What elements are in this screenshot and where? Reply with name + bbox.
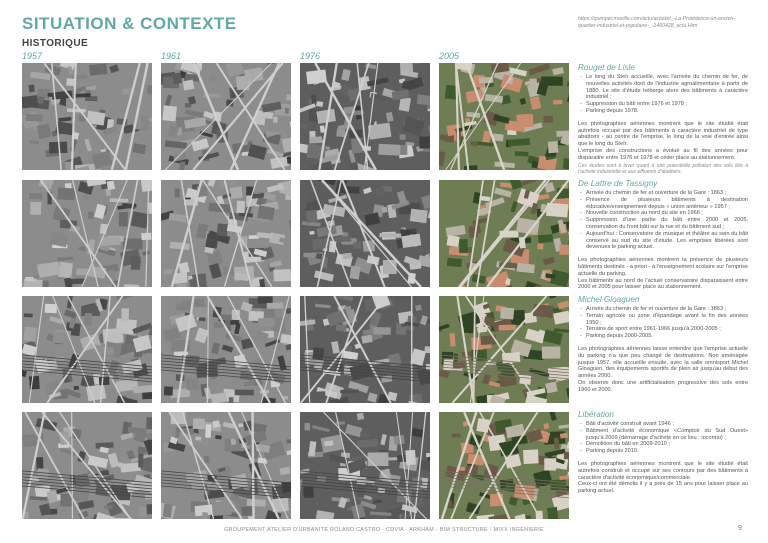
site-bullet: - Parking depuis 2000-2005. [586, 333, 748, 340]
site-paragraph-text: Les photographies aériennes laisse entendre que l'emprise actuelle du parking n'a que peu changé de destinations. Non aménagée jusque 1957, elle accueille ensuite, avec la salle omnisport Michel Gloaguen, des équipements sportifs de plein air jusqu'au début des années 2000. [578, 345, 748, 380]
year-label-1957: 1957 [22, 51, 43, 61]
site-bullet: - Terrains de sport entre 1961-1966 jusqu'à 2000-2005 ; [586, 326, 748, 333]
site-paragraph [578, 257, 748, 291]
site-bullet: - Arrivée du chemin de fer et ouverture de la Gare : 1863 ; [586, 190, 748, 197]
aerial-photo-michel-gloaguen-1957 [22, 296, 152, 403]
footer-credits: GROUPEMENT ATELIER D'URBANITÉ ROLAND CASTRO - CDVIA - ARKHAM - BIM STRUCTURE - MIXX INGÉNIERIE [224, 527, 544, 533]
aerial-photo-liberation-1957 [22, 412, 152, 519]
aerial-photo-liberation-1961 [161, 412, 291, 519]
aerial-photo-michel-gloaguen-1976 [300, 296, 430, 403]
site-block-rouget-de-lisle [578, 63, 748, 175]
site-paragraph-text: Les photographies aériennes montrent que le site étudié était autrefois occupé par des bâtiments à caractère industriel de type abattoirs - au centre de l'emprise, le long de la voie d'entrée ainsi que le long du Steïr. [578, 120, 748, 148]
site-paragraph-text: Ceux-ci ont été démolis il y a près de 15 ans pour laisser place au parking actuel. [578, 481, 748, 495]
aerial-photo-liberation-2005 [439, 412, 569, 519]
aerial-photo-rouget-de-lisle-1976 [300, 63, 430, 170]
aerial-photo-michel-gloaguen-2005 [439, 296, 569, 403]
site-bullet: - Bâtiment d'activité économique «Comptoir du Sud Ouest» jusqu'à 2009 (démarrage d'activité en ce lieu : inconnu) ; [586, 428, 748, 442]
site-bullet: - Démolition du bâti en 2009-2010 ; [586, 441, 748, 448]
year-label-2005: 2005 [439, 51, 460, 61]
site-bullet: - Le long du Steïr accueille, avec l'arrivée du chemin de fer, de nouvelles activités dont de l'industrie agroalimentaire à partir de 1880. Le site d'étude héberge alors des bâtiments à caractère industriel ; [586, 74, 748, 101]
site-block-liberation [578, 410, 748, 495]
site-bullet-list [578, 421, 748, 455]
site-bullet: - Suppression d'une partie du bâti entre 2000 et 2005, conservation du front bâti sur la rue et du bâtiment sud ; [586, 217, 748, 231]
site-bullet: - Suppression du bâti entre 1976 et 1978 ; [586, 101, 748, 108]
site-bullet-list [578, 190, 748, 251]
site-title: Rouget de Lisle [578, 63, 635, 72]
aerial-photo-rouget-de-lisle-1961 [161, 63, 291, 170]
site-paragraph-text: Les bâtiments au nord de l'actuel conservatoire disparaissent entre 2000 et 2005 pour laisser place au stationnement. [578, 277, 748, 291]
source-url: https://quimper.maville.com/actu/actudet_-La-Providence-un-ancien-quartier-industriel-et-populaire-_-1460428_actu.Htm [578, 16, 735, 29]
site-paragraph-text: L'emprise des constructions a évolué au fil des années pour disparaitre entre 1976 et 1978 et céder place au stationnement. [578, 147, 748, 161]
site-paragraph [578, 346, 748, 394]
site-paragraph-text: Les photographies aériennes montrent la présence de plusieurs bâtiments destinés - a priori - à l'enseignement scolaire sur l'emprise actuelle du parking. [578, 257, 748, 277]
aerial-photo-de-lattre-de-tassigny-1957 [22, 180, 152, 287]
site-bullet-list [578, 306, 748, 340]
year-label-1976: 1976 [300, 51, 321, 61]
site-bullet: - Parking depuis 2010. [586, 448, 748, 455]
page-number: 9 [738, 525, 742, 532]
page-title: SITUATION & CONTEXTE [22, 14, 237, 33]
aerial-photo-de-lattre-de-tassigny-2005 [439, 180, 569, 287]
aerial-photo-rouget-de-lisle-2005 [439, 63, 569, 170]
aerial-photo-liberation-1976 [300, 412, 430, 519]
aerial-photo-rouget-de-lisle-1957 [22, 63, 152, 170]
site-bullet-list [578, 74, 748, 115]
site-paragraph-text: On observe donc une artificialisation progressive des sols entre 1960 et 2000. [578, 379, 748, 393]
site-bullet: - Terrain agricole ou zone d'épandage avant la fin des années 1950 ; [586, 313, 748, 327]
site-bullet: - Bâti d'activité construit avant 1946 ; [586, 421, 748, 428]
site-block-michel-gloaguen [578, 295, 748, 394]
aerial-photo-de-lattre-de-tassigny-1961 [161, 180, 291, 287]
site-title: Michel Gloaguen [578, 295, 640, 304]
site-note: Ces études sont à lever quant à une potentielle pollution des sols liée à l'activité industrielle et aux effluents d'abattoirs. [578, 162, 748, 175]
site-bullet: - Aujourd'hui : Conservatoire de musique et théâtre au sein du bâti conservé au sud du site d'étude. Les emprises libérées sont devenues le parking actuel. [586, 231, 748, 251]
site-bullet: - Arrivée du chemin de fer et ouverture de la Gare : 1863 ; [586, 306, 748, 313]
section-subtitle: HISTORIQUE [22, 38, 89, 49]
site-paragraph [578, 121, 748, 162]
aerial-photo-michel-gloaguen-1961 [161, 296, 291, 403]
site-bullet: - Présence de plusieurs bâtiments à destination éducative/enseignement depuis « union antérieur » 1957 ; [586, 197, 748, 211]
site-paragraph-text: Les photographies aériennes montrent que le site étudié était autrefois construit et occupé sur ses contours par des bâtiments à caractère d'activité économique/commerciale. [578, 460, 748, 481]
site-title: De Lattre de Tassigny [578, 179, 658, 188]
site-paragraph [578, 461, 748, 495]
site-bullet: - Nouvelle construction au nord du site en 1966 ; [586, 210, 748, 217]
year-label-1961: 1961 [161, 51, 182, 61]
aerial-photo-de-lattre-de-tassigny-1976 [300, 180, 430, 287]
site-bullet: - Parking depuis 1978. [586, 108, 748, 115]
site-block-de-lattre-de-tassigny [578, 179, 748, 291]
site-title: Libération [578, 410, 614, 419]
